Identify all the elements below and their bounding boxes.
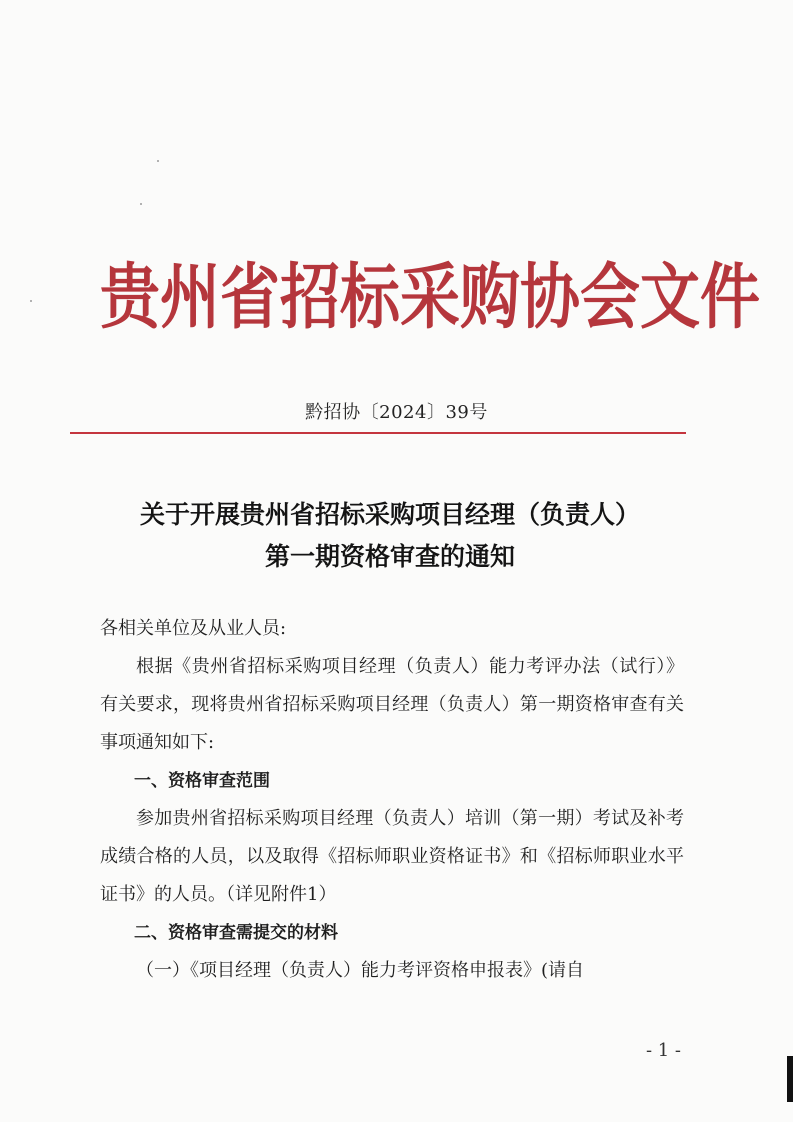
intro-paragraph: 根据《贵州省招标采购项目经理（负责人）能力考评办法（试行）》有关要求，现将贵州省招标采购项目经理（负责人）第一期资格审查有关事项通知如下: xyxy=(100,656,684,753)
scan-speck xyxy=(157,160,159,162)
page-number: - 1 - xyxy=(645,1040,681,1061)
notice-title-line-2: 第一期资格审查的通知 xyxy=(264,542,515,571)
red-separator-line xyxy=(70,432,686,434)
scan-speck xyxy=(140,203,142,205)
scan-speck xyxy=(30,300,32,302)
notice-title-line-1: 关于开展贵州省招标采购项目经理（负责人） xyxy=(139,500,640,529)
section-2-heading: 二、资格审查需提交的材料 xyxy=(134,923,338,943)
document-body xyxy=(100,610,684,990)
section-2-item-1: （一）《项目经理（负责人）能力考评资格申报表》(请自 xyxy=(136,960,585,981)
document-number: 黔招协〔2024〕39号 xyxy=(305,402,488,423)
salutation: 各相关单位及从业人员: xyxy=(100,618,287,639)
document-header-org-title: 贵州省招标采购协会文件 xyxy=(100,256,760,340)
notice-title xyxy=(90,494,690,578)
scan-edge-mark xyxy=(787,1056,793,1102)
section-1-heading: 一、资格审查范围 xyxy=(134,771,270,791)
section-1-paragraph: 参加贵州省招标采购项目经理（负责人）培训（第一期）考试及补考成绩合格的人员，以及取得《招标师职业资格证书》和《招标师职业水平证书》的人员。（详见附件1） xyxy=(100,808,684,905)
